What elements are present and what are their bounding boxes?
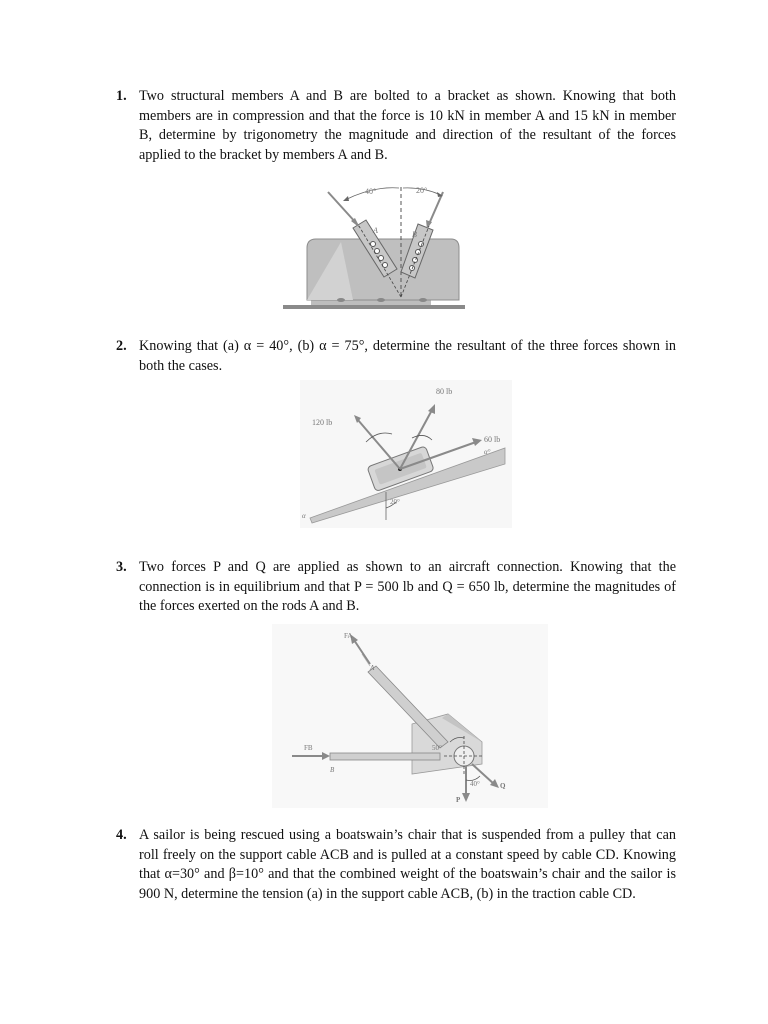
force-label-fb: FB (304, 744, 313, 752)
force-label-120: 120 lb (312, 418, 333, 427)
problem-3 (116, 558, 676, 617)
rod-b-label: B (330, 766, 335, 774)
angle-label-40: 40° (470, 780, 480, 788)
problem-2 (116, 337, 676, 376)
problem-text: Two structural members A and B are bolted to a bracket as shown. Knowing that both members are in compression and that the force is 10 kN in member A and 15 kN in member B, determine by trigonometry the magnitude and direction of the resultant of the forces applied to the bracket by members A and B. (139, 88, 676, 163)
member-a-label: A (373, 226, 378, 235)
alpha-label-left: α (302, 512, 306, 520)
rod-a-label: A (370, 664, 375, 672)
force-label-fa: FA (344, 632, 353, 640)
problem-4 (116, 826, 676, 904)
member-b-label: B (412, 230, 417, 239)
force-label-60: 60 lb (484, 435, 501, 444)
force-label-p: P (456, 796, 461, 804)
ground-line (283, 305, 465, 309)
angle-label-20: 20° (390, 498, 400, 506)
angle-label-b: 20° (416, 186, 428, 195)
problem-1 (116, 87, 676, 165)
problem-number: 2. (116, 338, 127, 354)
force-label-q: Q (500, 782, 506, 790)
figure-2-incline-forces (300, 380, 512, 528)
angle-label-a: 40° (365, 187, 377, 196)
problem-number: 4. (116, 827, 127, 843)
problem-text: Knowing that (a) α = 40°, (b) α = 75°, determine the resultant of the three forces shown in both the cases. (139, 338, 676, 374)
angle-label-50: 50° (432, 744, 442, 752)
problem-text: A sailor is being rescued using a boatswain’s chair that is suspended from a pulley that can roll freely on the support cable ACB and is pulled at a constant speed by cable CD. Knowing that α=30° and β=10° and that the combined weight of the boatswain’s chair and the sailor is 900 N, determine the tension (a) in the support cable ACB, (b) in the traction cable CD. (139, 827, 676, 902)
figure-1-bracket (283, 182, 465, 316)
alpha-label-right: α° (484, 448, 491, 456)
problem-number: 3. (116, 559, 127, 575)
problem-number: 1. (116, 88, 127, 104)
figure-3-aircraft-connection (272, 624, 548, 808)
force-label-80: 80 lb (436, 387, 453, 396)
problem-text: Two forces P and Q are applied as shown to an aircraft connection. Knowing that the connection is in equilibrium and that P = 500 lb and Q = 650 lb, determine the magnitudes of the forces exerted on the rods A and B. (139, 559, 676, 614)
